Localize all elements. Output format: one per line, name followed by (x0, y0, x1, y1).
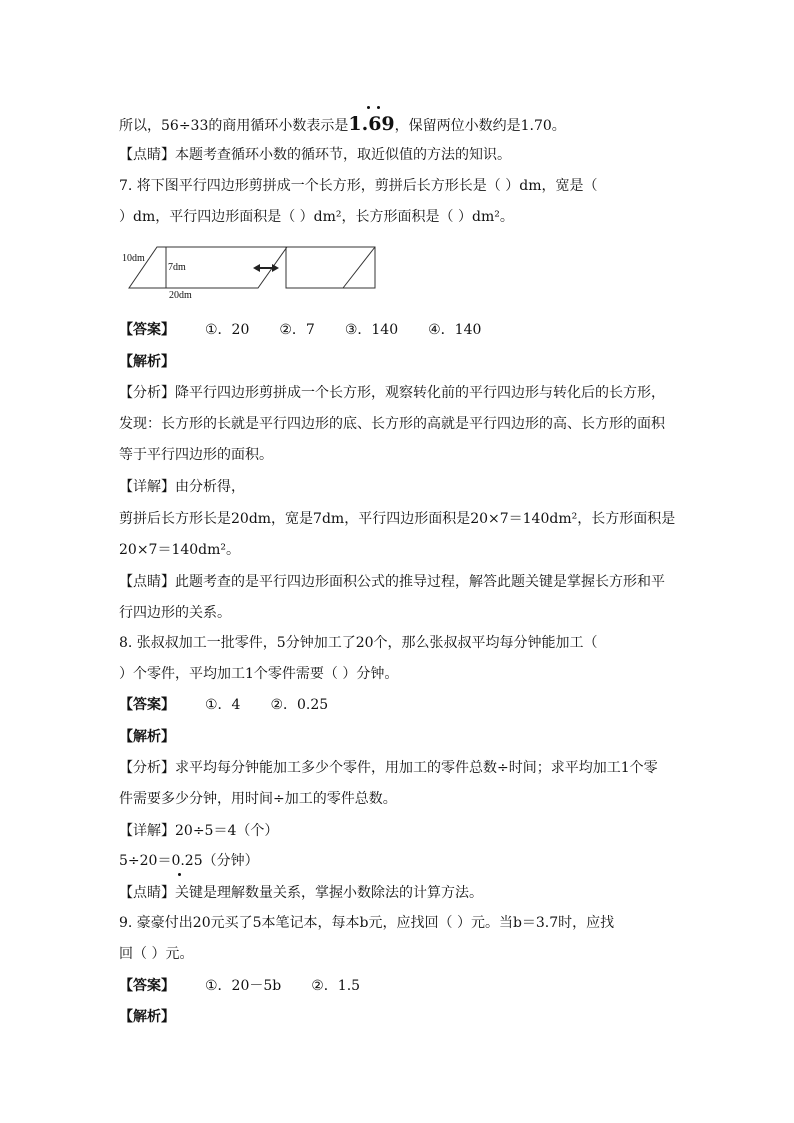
parallelogram-to-rectangle-diagram (119, 243, 389, 303)
answer-1: ①．20－5b (205, 978, 282, 994)
text: 所以，56÷33的商用循环小数表示是 (119, 118, 349, 134)
arrow-right-head (272, 264, 279, 272)
question-7-jiexi: 【解析】 (119, 354, 175, 370)
parallelogram-figure (119, 243, 389, 307)
question-9-answer (119, 976, 360, 996)
question-8-line-1: 8. 张叔叔加工一批零件，5分钟加工了20个，那么张叔叔平均每分钟能加工（ (119, 635, 598, 651)
rectangle-shape (286, 247, 375, 288)
arrow-left-head (253, 264, 260, 272)
answer-2: ②．7 (279, 322, 315, 338)
answer-3: ③．140 (344, 322, 399, 338)
question-7-line-2: ）dm，平行四边形面积是（ ）dm²，长方形面积是（ ）dm²。 (119, 209, 514, 225)
question-8-answer (119, 695, 328, 715)
question-8-dianjing: 【点睛】关键是理解数量关系，掌握小数除法的计算方法。 (119, 885, 483, 901)
question-7-dianjing-2: 行四边形的关系。 (119, 605, 231, 621)
question-9-line-2: 回（ ）元。 (119, 946, 194, 962)
answer-4: ④．140 (428, 322, 482, 338)
question-9-line-1: 9. 豪豪付出20元买了5本笔记本，每本b元，应找回（ ）元。当b＝3.7时，应找 (119, 915, 615, 931)
side-label: 10dm (122, 253, 145, 264)
question-7-answer (119, 320, 481, 340)
question-8-detail-1: 【详解】20÷5＝4（个） (119, 823, 279, 839)
question-7-analysis-2: 发现：长方形的长就是平行四边形的底、长方形的高就是平行四边形的高、长方形的面积 (119, 416, 665, 432)
line-conclusion (119, 114, 566, 136)
repeating-decimal (348, 114, 394, 136)
question-7-detail-1: 【详解】由分析得， (119, 479, 245, 495)
line-dianjing-1: 【点睛】本题考查循环小数的循环节，取近似值的方法的知识。 (119, 147, 511, 163)
answer-1: ①．4 (205, 697, 241, 713)
answer-label: 【答案】 (119, 322, 175, 338)
answer-label: 【答案】 (119, 697, 175, 713)
repeat-dot-6 (367, 106, 370, 109)
answer-2: ②．0.25 (270, 697, 329, 713)
answer-label: 【答案】 (119, 978, 175, 994)
question-8-jiexi: 【解析】 (119, 729, 175, 745)
question-7-line-1: 7. 将下图平行四边形剪拼成一个长方形，剪拼后长方形长是（ ）dm，宽是（ (119, 178, 598, 194)
repeat-dot-9 (377, 106, 380, 109)
stray-dot (178, 873, 181, 876)
cut-line (343, 247, 375, 288)
height-label: 7dm (168, 262, 186, 273)
question-8-detail-2: 5÷20＝0.25（分钟） (119, 853, 259, 869)
question-8-line-2: ）个零件，平均加工1个零件需要（ ）分钟。 (119, 666, 399, 682)
question-7-dianjing-1: 【点睛】此题考查的是平行四边形面积公式的推导过程，解答此题关键是掌握长方形和平 (119, 574, 665, 590)
repeating-decimal-value: 1.69 (348, 113, 395, 135)
question-8-analysis-1: 【分析】求平均每分钟能加工多少个零件，用加工的零件总数÷时间；求平均加工1个零 (119, 760, 658, 776)
question-7-detail-2: 剪拼后长方形长是20dm，宽是7dm，平行四边形面积是20×7＝140dm²，长方形面积是 (119, 511, 676, 527)
base-label: 20dm (169, 290, 192, 301)
question-9-jiexi: 【解析】 (119, 1009, 175, 1025)
question-8-analysis-2: 件需要多少分钟，用时间÷加工的零件总数。 (119, 791, 397, 807)
answer-1: ①．20 (205, 322, 250, 338)
answer-2: ②．1.5 (311, 978, 361, 994)
text: ，保留两位小数约是1.70。 (394, 118, 566, 134)
question-7-analysis-1: 【分析】降平行四边形剪拼成一个长方形，观察转化前的平行四边形与转化后的长方形， (119, 385, 665, 401)
question-7-analysis-3: 等于平行四边形的面积。 (119, 447, 273, 463)
question-7-detail-3: 20×7＝140dm²。 (119, 542, 241, 558)
